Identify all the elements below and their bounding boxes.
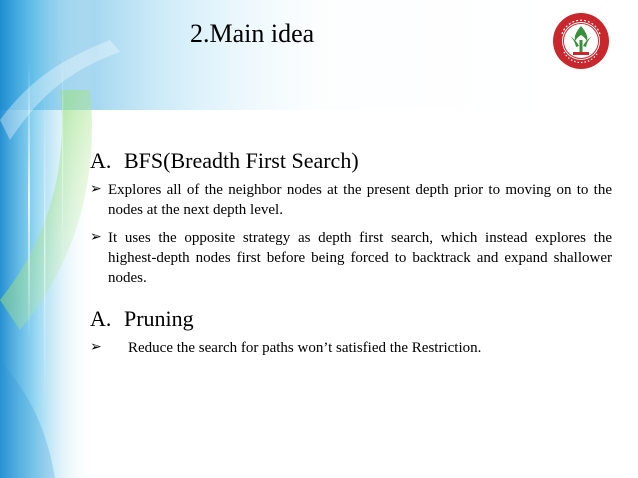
bullet-text: Explores all of the neighbor nodes at the present depth prior to moving on to the nodes at the next depth level. bbox=[108, 182, 612, 218]
arrow-bullet-icon: ➢ bbox=[90, 340, 102, 355]
arrow-bullet-icon: ➢ bbox=[90, 182, 102, 197]
section-heading-pruning bbox=[90, 306, 612, 332]
slide-body bbox=[90, 148, 612, 366]
section-marker: A. bbox=[90, 306, 112, 331]
section-title: BFS(Breadth First Search) bbox=[124, 148, 359, 173]
bullet-item bbox=[90, 180, 612, 220]
university-emblem-icon bbox=[552, 12, 610, 70]
bullet-item bbox=[90, 228, 612, 288]
section-title: Pruning bbox=[124, 306, 194, 331]
bullet-item bbox=[90, 338, 612, 358]
bullet-text: It uses the opposite strategy as depth first search, which instead explores the highest-depth nodes first before being forced to backtrack and expand shallower nodes. bbox=[108, 230, 612, 286]
bullet-text: Reduce the search for paths won’t satisfied the Restriction. bbox=[128, 340, 482, 356]
section-heading-bfs bbox=[90, 148, 612, 174]
section-marker: A. bbox=[90, 148, 112, 173]
arrow-bullet-icon: ➢ bbox=[90, 230, 102, 245]
slide-title: 2.Main idea bbox=[190, 19, 315, 48]
